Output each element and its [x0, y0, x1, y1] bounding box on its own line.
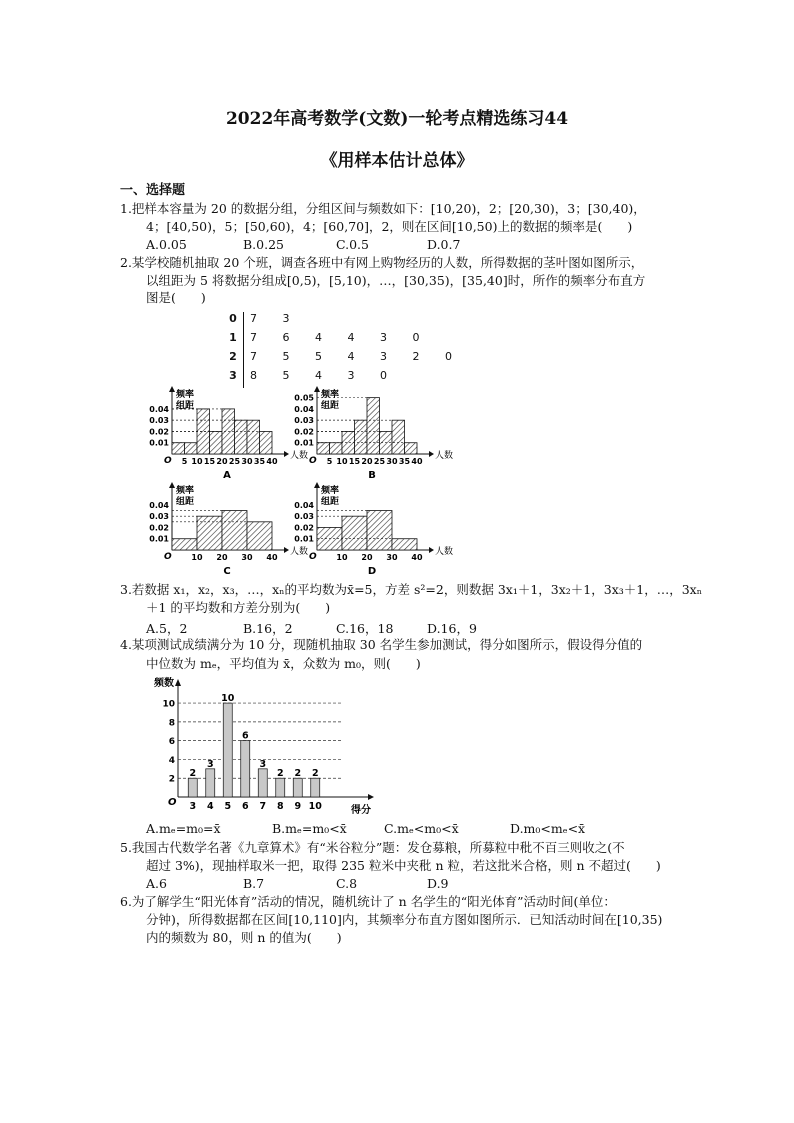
q1-option-b: B.0.25: [243, 237, 284, 252]
x-tick-label: 4: [206, 801, 214, 812]
q4-option-d: D.m₀<mₑ<x̄: [510, 821, 586, 836]
y-label-top: 频率: [176, 486, 195, 496]
score-bar: [206, 769, 215, 797]
score-bar: [293, 778, 302, 797]
x-tick-label: 35: [253, 457, 266, 466]
y-axis-arrow: [314, 482, 320, 488]
question-4-line-1: 4.某项测试成绩满分为 10 分，现随机抽取 30 名学生参加测试，得分如图所示，假设得分值的: [120, 637, 643, 652]
q3-option-b: B.16，2: [243, 621, 293, 636]
y-tick-label: 0.04: [294, 404, 314, 414]
q1-option-a: A.0.05: [146, 237, 187, 252]
y-tick-label: 10: [162, 699, 175, 710]
y-label-bottom: 组距: [176, 401, 195, 411]
bar-value-label: 6: [241, 730, 249, 742]
question-4-line-2: 中位数为 mₑ，平均值为 x̄，众数为 m₀，则( ): [146, 656, 421, 671]
y-tick-label: 0.01: [149, 438, 169, 448]
x-tick-label: 10: [191, 553, 203, 562]
y-tick-label: 4: [168, 755, 175, 766]
q1-option-c: C.0.5: [336, 237, 369, 252]
y-axis-arrow: [169, 386, 175, 392]
q4-option-b: B.mₑ=m₀<x̄: [272, 821, 347, 836]
y-label-bottom: 组距: [321, 497, 340, 507]
x-tick-label: 20: [216, 553, 228, 562]
y-tick-label: 6: [168, 737, 175, 748]
histogram-bar: [260, 431, 273, 454]
bar-value-label: 2: [311, 768, 319, 780]
question-5-line-2: 超过 3%)，现抽样取米一把，取得 235 粒米中夹秕 n 粒，若这批米合格，则 n 不超过( ): [146, 858, 661, 873]
question-1-line-1: 1.把样本容量为 20 的数据分组，分组区间与频数如下：[10,20)，2；[20,30)，3；[30,40)，: [120, 201, 646, 216]
question-3-line-1: 3.若数据 x₁，x₂，x₃，…，xₙ的平均数为x̄=5，方差 s²=2，则数据 3x₁＋1，3x₂＋1，3x₃＋1，…，3xₙ: [120, 582, 703, 597]
x-tick-label: 15: [203, 457, 216, 466]
y-axis-label: 频数: [154, 678, 174, 689]
y-tick-label: 2: [168, 774, 175, 785]
x-tick-label: 3: [189, 801, 197, 812]
x-tick-label: 25: [228, 457, 241, 466]
question-2-line-3: 图是( ): [146, 290, 206, 305]
y-tick-label: 0.04: [294, 500, 314, 510]
x-tick-label: 6: [241, 801, 249, 812]
histogram-bar: [342, 431, 355, 454]
x-axis-arrow: [368, 794, 374, 800]
leaf-values: 8 5 4 3 0: [250, 369, 398, 382]
histogram-bar: [172, 539, 197, 550]
y-tick-label: 0.03: [294, 416, 314, 426]
question-6-line-1: 6.为了解学生“阳光体育”活动的情况，随机统计了 n 名学生的“阳光体育”活动时间(单位：: [120, 894, 616, 909]
question-2-line-1: 2.某学校随机抽取 20 个班，调查各班中有网上购物经历的人数，所得数据的茎叶图如图所示，: [120, 255, 644, 270]
y-tick-label: 0.02: [294, 427, 314, 437]
x-axis-arrow: [429, 451, 434, 457]
x-tick-label: 8: [276, 801, 284, 812]
x-tick-label: 30: [386, 553, 398, 562]
x-tick-label: 40: [266, 457, 278, 466]
q3-option-a: A.5，2: [146, 621, 188, 636]
y-axis-arrow: [169, 482, 175, 488]
x-axis-arrow: [429, 547, 434, 553]
question-1-line-2: 4；[40,50)，5；[50,60)，4；[60,70]，2，则在区间[10,50)上的数据的频率是( ): [146, 219, 633, 234]
y-tick-label: 0.03: [149, 416, 169, 426]
y-axis-arrow: [175, 679, 181, 686]
histogram-bar: [342, 516, 367, 550]
score-bar: [223, 703, 232, 797]
chart-caption: A: [223, 470, 231, 481]
x-tick-label: 9: [294, 801, 302, 812]
score-bar-chart: [140, 672, 390, 820]
histogram-bar: [235, 420, 248, 454]
q3-option-c: C.16，18: [336, 621, 394, 636]
histogram-bar: [247, 420, 260, 454]
histogram-bar: [247, 522, 272, 550]
x-tick-label: 20: [361, 457, 373, 466]
question-6-line-3: 内的频数为 80，则 n 的值为( ): [146, 930, 342, 945]
leaf-values: 7 6 4 4 3 0: [250, 331, 431, 344]
x-tick-label: 30: [386, 457, 398, 466]
bar-value-label: 2: [294, 768, 302, 780]
x-tick-label: 7: [259, 801, 267, 812]
q5-option-a: A.6: [146, 876, 167, 891]
chart-caption: D: [367, 566, 377, 577]
x-axis-label: 人数: [435, 451, 454, 461]
stem-value: 1: [229, 331, 237, 344]
x-tick-label: 5: [224, 801, 232, 812]
histogram-bar: [317, 443, 330, 454]
origin-label: O: [309, 456, 317, 466]
y-tick-label: 0.04: [149, 404, 169, 414]
x-tick-label: 35: [398, 457, 411, 466]
histogram-b: [285, 386, 454, 486]
chart-caption: C: [223, 566, 231, 577]
y-tick-label: 0.01: [294, 438, 314, 448]
origin-label: O: [168, 797, 177, 808]
y-tick-label: 0.01: [294, 534, 314, 544]
x-tick-label: 15: [348, 457, 361, 466]
page-title: 2022年高考数学(文数)一轮考点精选练习44: [225, 109, 569, 129]
histogram-bar: [222, 511, 247, 550]
leaf-values: 7 5 5 4 3 2 0: [250, 350, 463, 363]
q5-option-c: C.8: [336, 876, 358, 891]
x-axis-label: 人数: [290, 547, 309, 557]
x-axis-label: 得分: [351, 805, 371, 816]
x-tick-label: 5: [326, 457, 333, 466]
histogram-bar: [392, 420, 405, 454]
y-tick-label: 0.02: [294, 523, 314, 533]
q1-option-d: D.0.7: [427, 237, 461, 252]
x-tick-label: 25: [373, 457, 386, 466]
x-tick-label: 20: [361, 553, 373, 562]
histogram-bar: [367, 398, 380, 454]
y-axis-arrow: [314, 386, 320, 392]
score-bar: [241, 741, 250, 797]
q5-option-d: D.9: [427, 876, 449, 891]
histogram-bar: [330, 443, 343, 454]
x-axis-label: 人数: [435, 547, 454, 557]
question-6-line-2: 分钟)，所得数据都在区间[10,110]内，其频率分布直方图如图所示．已知活动时间在[10,35): [146, 912, 663, 927]
histogram-bar: [185, 443, 198, 454]
origin-label: O: [164, 552, 172, 562]
y-tick-label: 0.03: [294, 512, 314, 522]
y-tick-label: 0.04: [149, 500, 169, 510]
stem-value: 0: [229, 312, 237, 325]
histogram-bar: [197, 409, 210, 454]
q4-option-a: A.mₑ=m₀=x̄: [146, 821, 221, 836]
histogram-bar: [197, 516, 222, 550]
histogram-d: [285, 482, 454, 582]
question-5-line-1: 5.我国古代数学名著《九章算术》有“米谷粒分”题：发仓募粮，所募粒中秕不百三则收之(不: [120, 840, 625, 855]
y-tick-label: 0.02: [149, 427, 169, 437]
bar-value-label: 3: [206, 758, 214, 770]
y-tick-label: 0.03: [149, 512, 169, 522]
score-bar: [188, 778, 197, 797]
y-label-bottom: 组距: [176, 497, 195, 507]
bar-value-label: 3: [259, 758, 267, 770]
stem-value: 3: [229, 369, 237, 382]
score-bar: [276, 778, 285, 797]
bar-value-label: 2: [189, 768, 197, 780]
x-tick-label: 40: [411, 553, 423, 562]
y-tick-label: 0.01: [149, 534, 169, 544]
x-tick-label: 30: [241, 457, 253, 466]
histogram-bar: [172, 443, 185, 454]
section-heading: 一、选择题: [120, 183, 186, 198]
origin-label: O: [309, 552, 317, 562]
histogram-bar: [392, 539, 417, 550]
question-2-line-2: 以组距为 5 将数据分组成[0,5)，[5,10)，…，[30,35)，[35,40]时，所作的频率分布直方: [146, 273, 646, 288]
score-bar: [258, 769, 267, 797]
score-bar: [311, 778, 320, 797]
y-tick-label: 0.05: [294, 393, 314, 403]
histogram-bar: [210, 431, 223, 454]
stem-value: 2: [229, 350, 237, 363]
x-tick-label: 10: [336, 553, 348, 562]
leaf-values: 7 3: [250, 312, 301, 325]
bar-value-label: 10: [221, 693, 235, 705]
y-label-top: 频率: [176, 390, 195, 400]
histogram-bar: [405, 443, 418, 454]
histogram-bar: [367, 511, 392, 550]
y-tick-label: 8: [168, 718, 175, 729]
histogram-bar: [355, 420, 368, 454]
x-tick-label: 10: [191, 457, 203, 466]
x-tick-label: 40: [266, 553, 278, 562]
y-tick-label: 0.02: [149, 523, 169, 533]
q5-option-b: B.7: [243, 876, 265, 891]
y-label-bottom: 组距: [321, 401, 340, 411]
x-tick-label: 30: [241, 553, 253, 562]
x-tick-label: 10: [308, 801, 322, 812]
bar-value-label: 2: [276, 768, 284, 780]
x-tick-label: 20: [216, 457, 228, 466]
page-subtitle: 《用样本估计总体》: [320, 151, 474, 171]
x-tick-label: 40: [411, 457, 423, 466]
chart-caption: B: [368, 470, 376, 481]
histogram-c: [140, 482, 309, 582]
x-tick-label: 10: [336, 457, 348, 466]
q4-option-c: C.mₑ<m₀<x̄: [384, 821, 459, 836]
x-tick-label: 5: [181, 457, 188, 466]
question-3-line-2: ＋1 的平均数和方差分别为( ): [146, 600, 331, 615]
origin-label: O: [164, 456, 172, 466]
x-axis-label: 人数: [290, 451, 309, 461]
y-label-top: 频率: [321, 390, 340, 400]
q3-option-d: D.16，9: [427, 621, 477, 636]
y-label-top: 频率: [321, 486, 340, 496]
